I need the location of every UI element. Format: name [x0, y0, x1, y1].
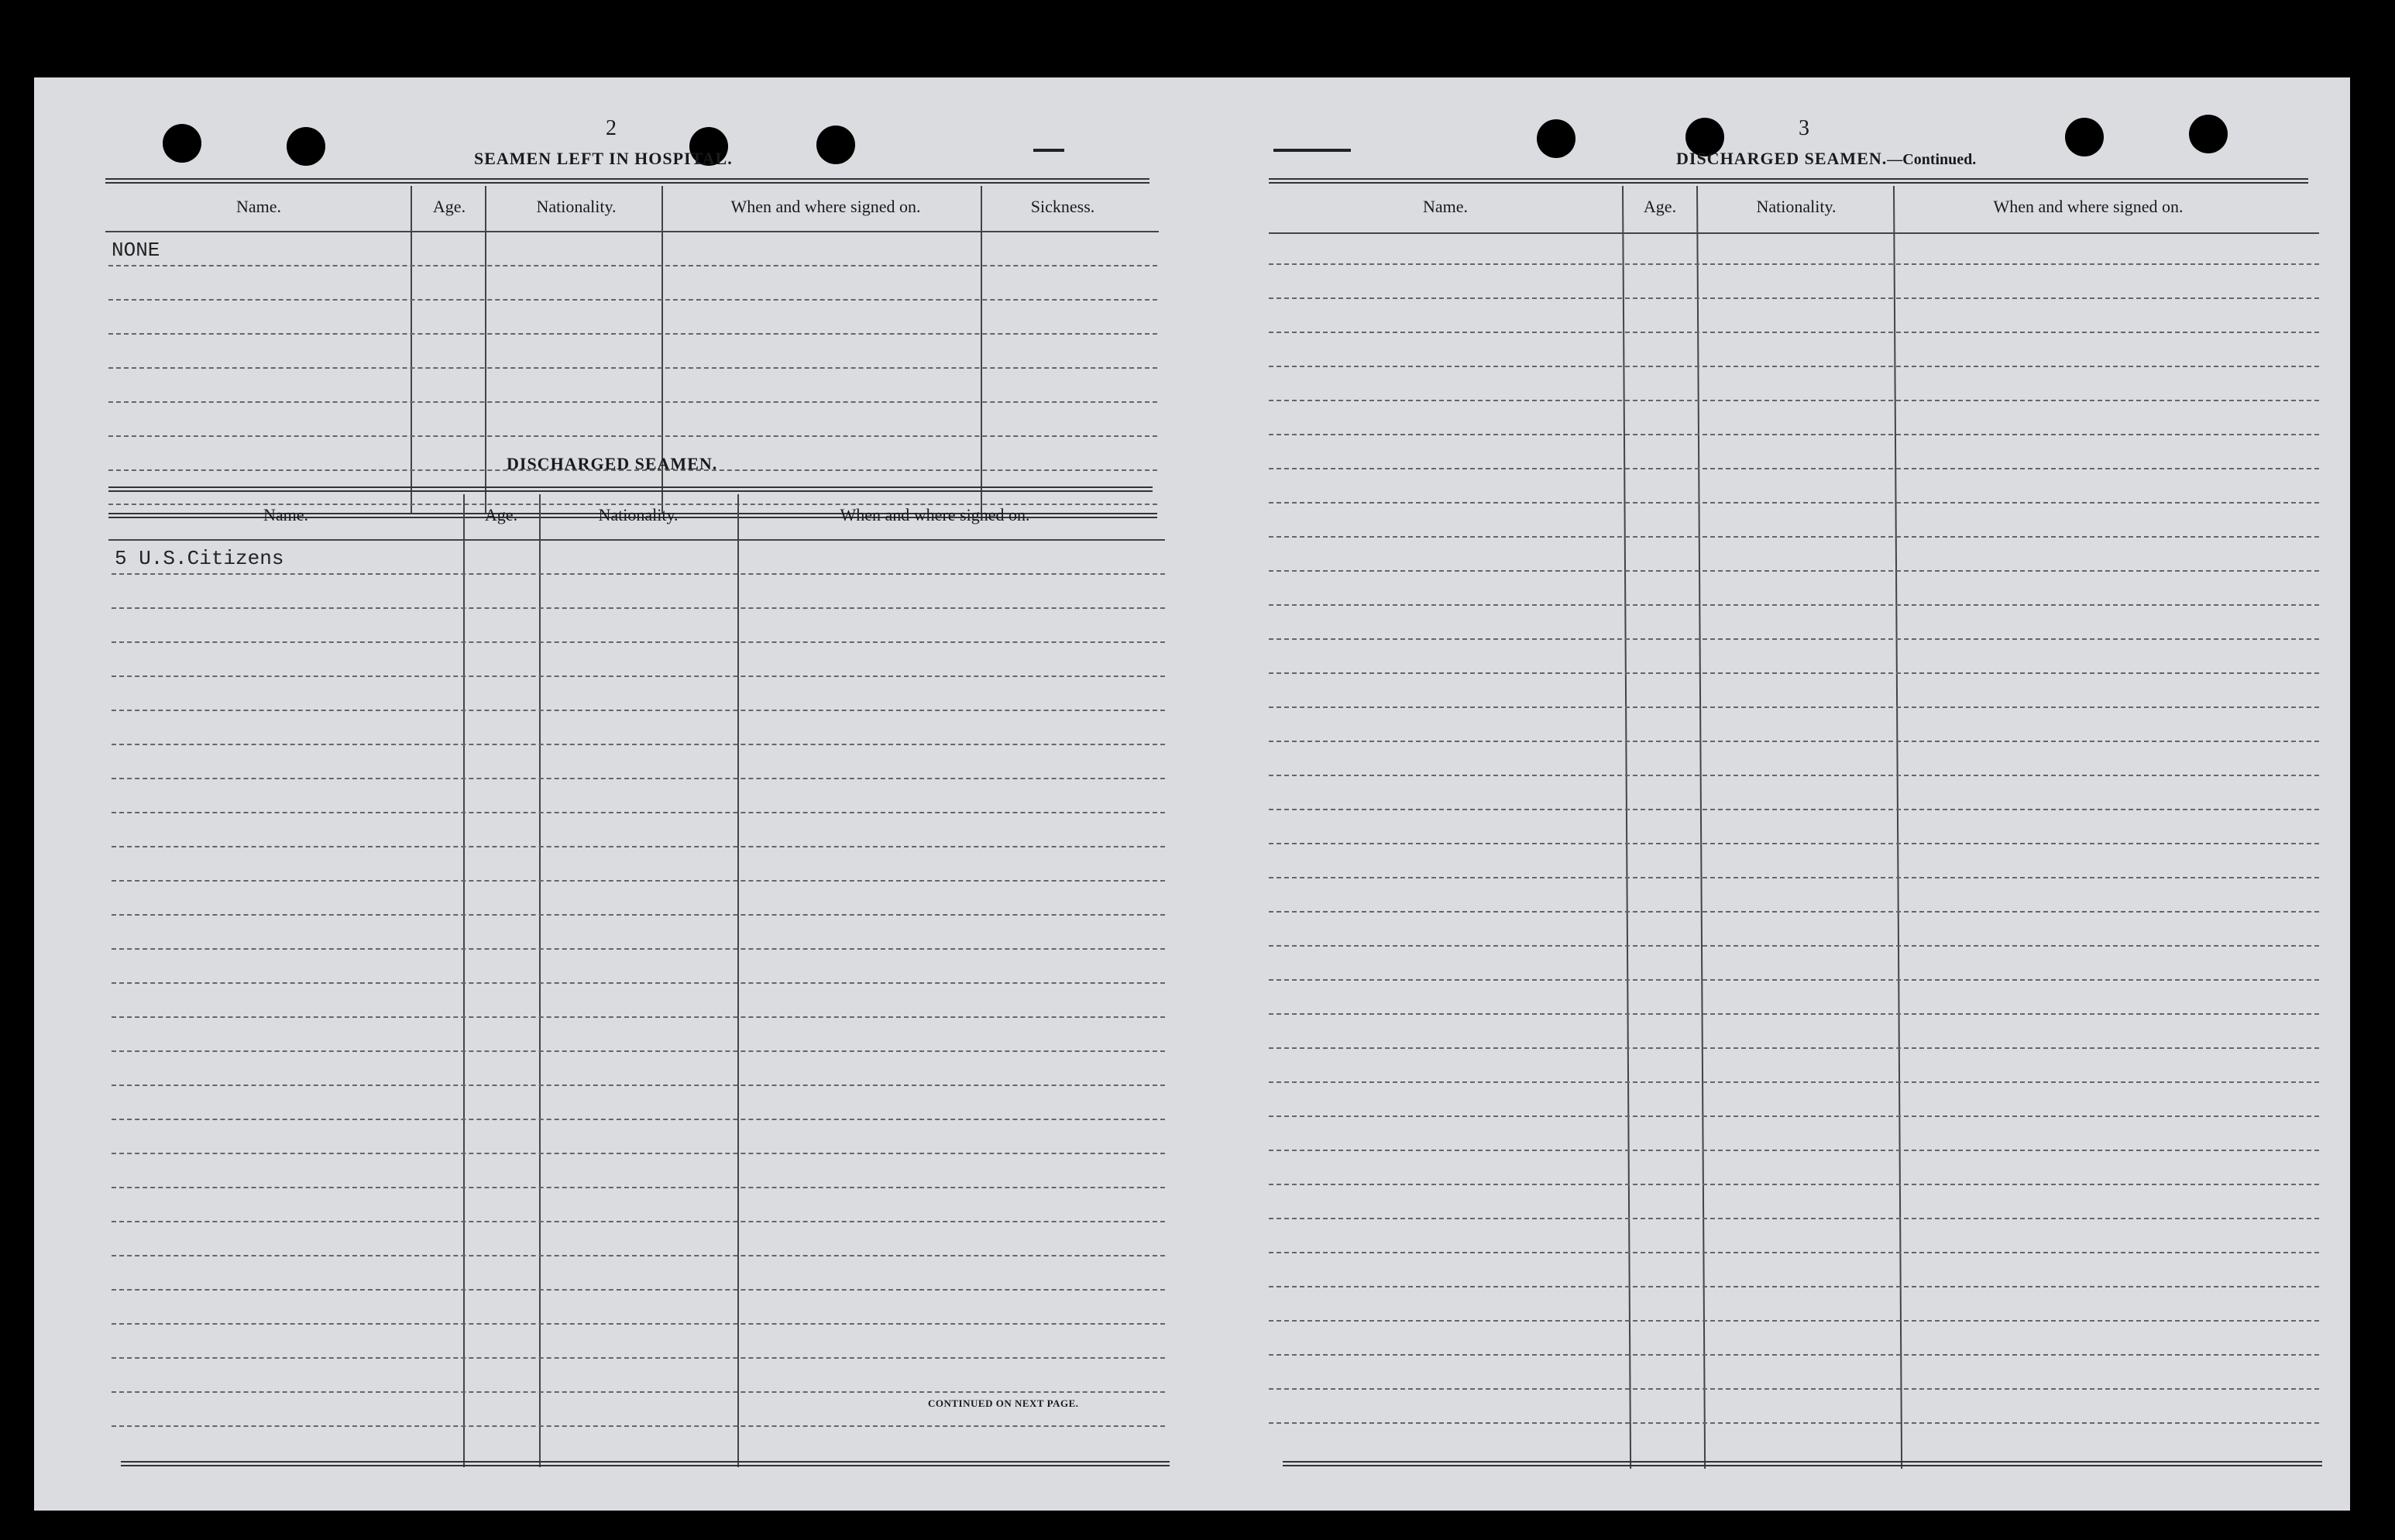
ruled-line [1269, 366, 2319, 367]
page-number: 2 [606, 116, 617, 140]
ruled-line [112, 1425, 1165, 1427]
ruled-line [1269, 1081, 2319, 1083]
table-top-rule [1269, 178, 2308, 184]
column-header-when-where: When and where signed on. [840, 505, 1030, 524]
ruled-line [112, 710, 1165, 711]
ruled-line [1269, 877, 2319, 878]
column-header-name: Name. [1422, 197, 1469, 216]
column-divider [981, 186, 982, 514]
ink-mark [1273, 149, 1351, 152]
column-header-name: Name. [263, 505, 309, 524]
ruled-line [112, 812, 1165, 813]
ruled-line [1269, 570, 2319, 572]
column-divider [1893, 186, 1902, 1469]
column-header-nationality: Nationality. [536, 197, 617, 216]
column-header-when-where: When and where signed on. [1993, 197, 2184, 216]
page-title [1676, 149, 1976, 169]
column-header-nationality: Nationality. [1756, 197, 1837, 216]
ruled-line [1269, 843, 2319, 844]
hospital-section-title: SEAMEN LEFT IN HOSPITAL. [474, 149, 733, 168]
ruled-line [112, 1085, 1165, 1086]
ruled-line [112, 1323, 1165, 1325]
header-underline [105, 231, 1159, 232]
ruled-line [1269, 332, 2319, 333]
column-header-when-where: When and where signed on. [730, 197, 921, 216]
ruled-line [1269, 1286, 2319, 1287]
ruled-line [112, 1050, 1165, 1052]
ruled-line [112, 948, 1165, 950]
column-header-sickness: Sickness. [1030, 197, 1095, 216]
ruled-line [112, 982, 1165, 984]
page-number: 3 [1799, 116, 1809, 140]
ruled-line [112, 1119, 1165, 1120]
column-divider [1696, 186, 1706, 1469]
column-divider [485, 186, 486, 514]
ruled-line [1269, 1184, 2319, 1185]
ruled-line [112, 1357, 1165, 1359]
header-underline [1269, 232, 2319, 234]
ruled-line [112, 1187, 1165, 1188]
ruled-line [112, 1255, 1165, 1256]
left-page [34, 77, 1196, 1511]
ruled-line [112, 607, 1165, 609]
ink-mark [1033, 149, 1064, 152]
ruled-line [1269, 809, 2319, 810]
column-divider [539, 494, 541, 1467]
ruled-line [1269, 468, 2319, 469]
continued-footer: CONTINUED ON NEXT PAGE. [928, 1397, 1079, 1409]
right-page [1196, 77, 2350, 1511]
ruled-line [1269, 741, 2319, 742]
ruled-line [112, 778, 1165, 779]
punch-hole [287, 127, 325, 166]
column-header-name: Name. [235, 197, 282, 216]
ruled-line [1269, 1115, 2319, 1117]
table-bottom-rule [121, 1461, 1170, 1466]
ruled-line [1269, 1320, 2319, 1322]
column-divider [737, 494, 739, 1467]
ruled-line [112, 846, 1165, 847]
ruled-line [112, 1016, 1165, 1018]
ruled-line [112, 641, 1165, 643]
ruled-line [1269, 638, 2319, 640]
punch-hole [2065, 118, 2104, 156]
ruled-line [108, 265, 1157, 266]
ruled-line [1269, 400, 2319, 401]
ruled-line [1269, 297, 2319, 299]
page-title-suffix: —Continued. [1887, 151, 1977, 168]
ruled-line [1269, 672, 2319, 674]
table-bottom-rule [1283, 1461, 2322, 1466]
ruled-line [1269, 979, 2319, 981]
table-top-rule [105, 178, 1149, 184]
column-header-age: Age. [1643, 197, 1677, 216]
ruled-line [1269, 1218, 2319, 1219]
punch-hole [816, 125, 855, 164]
column-divider [411, 186, 412, 514]
ruled-line [1269, 1422, 2319, 1424]
ruled-line [112, 675, 1165, 677]
ruled-line [108, 401, 1157, 403]
ruled-line [112, 880, 1165, 882]
ruled-line [108, 367, 1157, 369]
ruled-line [108, 435, 1157, 437]
column-header-age: Age. [484, 505, 518, 524]
ruled-line [1269, 502, 2319, 504]
ruled-line [112, 1391, 1165, 1393]
punch-hole [163, 124, 201, 163]
ruled-line [1269, 1388, 2319, 1390]
ruled-line [108, 299, 1157, 301]
discharged-entry: 5 U.S.Citizens [115, 547, 284, 570]
ruled-line [1269, 1354, 2319, 1356]
ruled-line [1269, 1150, 2319, 1151]
header-underline [108, 539, 1165, 541]
ruled-line [1269, 1013, 2319, 1015]
hospital-entry: NONE [112, 239, 160, 262]
page-title-main: DISCHARGED SEAMEN. [1676, 149, 1888, 168]
ruled-line [112, 914, 1165, 916]
column-header-nationality: Nationality. [598, 505, 679, 524]
ruled-line [1269, 434, 2319, 435]
punch-hole [1537, 119, 1575, 158]
ruled-line [112, 1153, 1165, 1154]
ruled-line [1269, 945, 2319, 947]
ruled-line [112, 1289, 1165, 1291]
ruled-line [1269, 911, 2319, 913]
ruled-line [112, 1221, 1165, 1222]
column-divider [463, 494, 465, 1467]
column-header-age: Age. [432, 197, 466, 216]
discharged-section-title: DISCHARGED SEAMEN. [507, 454, 718, 473]
punch-hole [2189, 115, 2228, 153]
ruled-line [1269, 1047, 2319, 1049]
ruled-line [1269, 263, 2319, 265]
ruled-line [1269, 775, 2319, 776]
ruled-line [1269, 1252, 2319, 1253]
ruled-line [112, 573, 1165, 575]
ruled-line [1269, 604, 2319, 606]
column-divider [1622, 186, 1631, 1469]
ruled-line [108, 333, 1157, 335]
ruled-line [1269, 536, 2319, 538]
ruled-line [1269, 706, 2319, 708]
table-top-rule [108, 486, 1153, 492]
ruled-line [112, 744, 1165, 745]
document-sheet [34, 77, 2350, 1511]
